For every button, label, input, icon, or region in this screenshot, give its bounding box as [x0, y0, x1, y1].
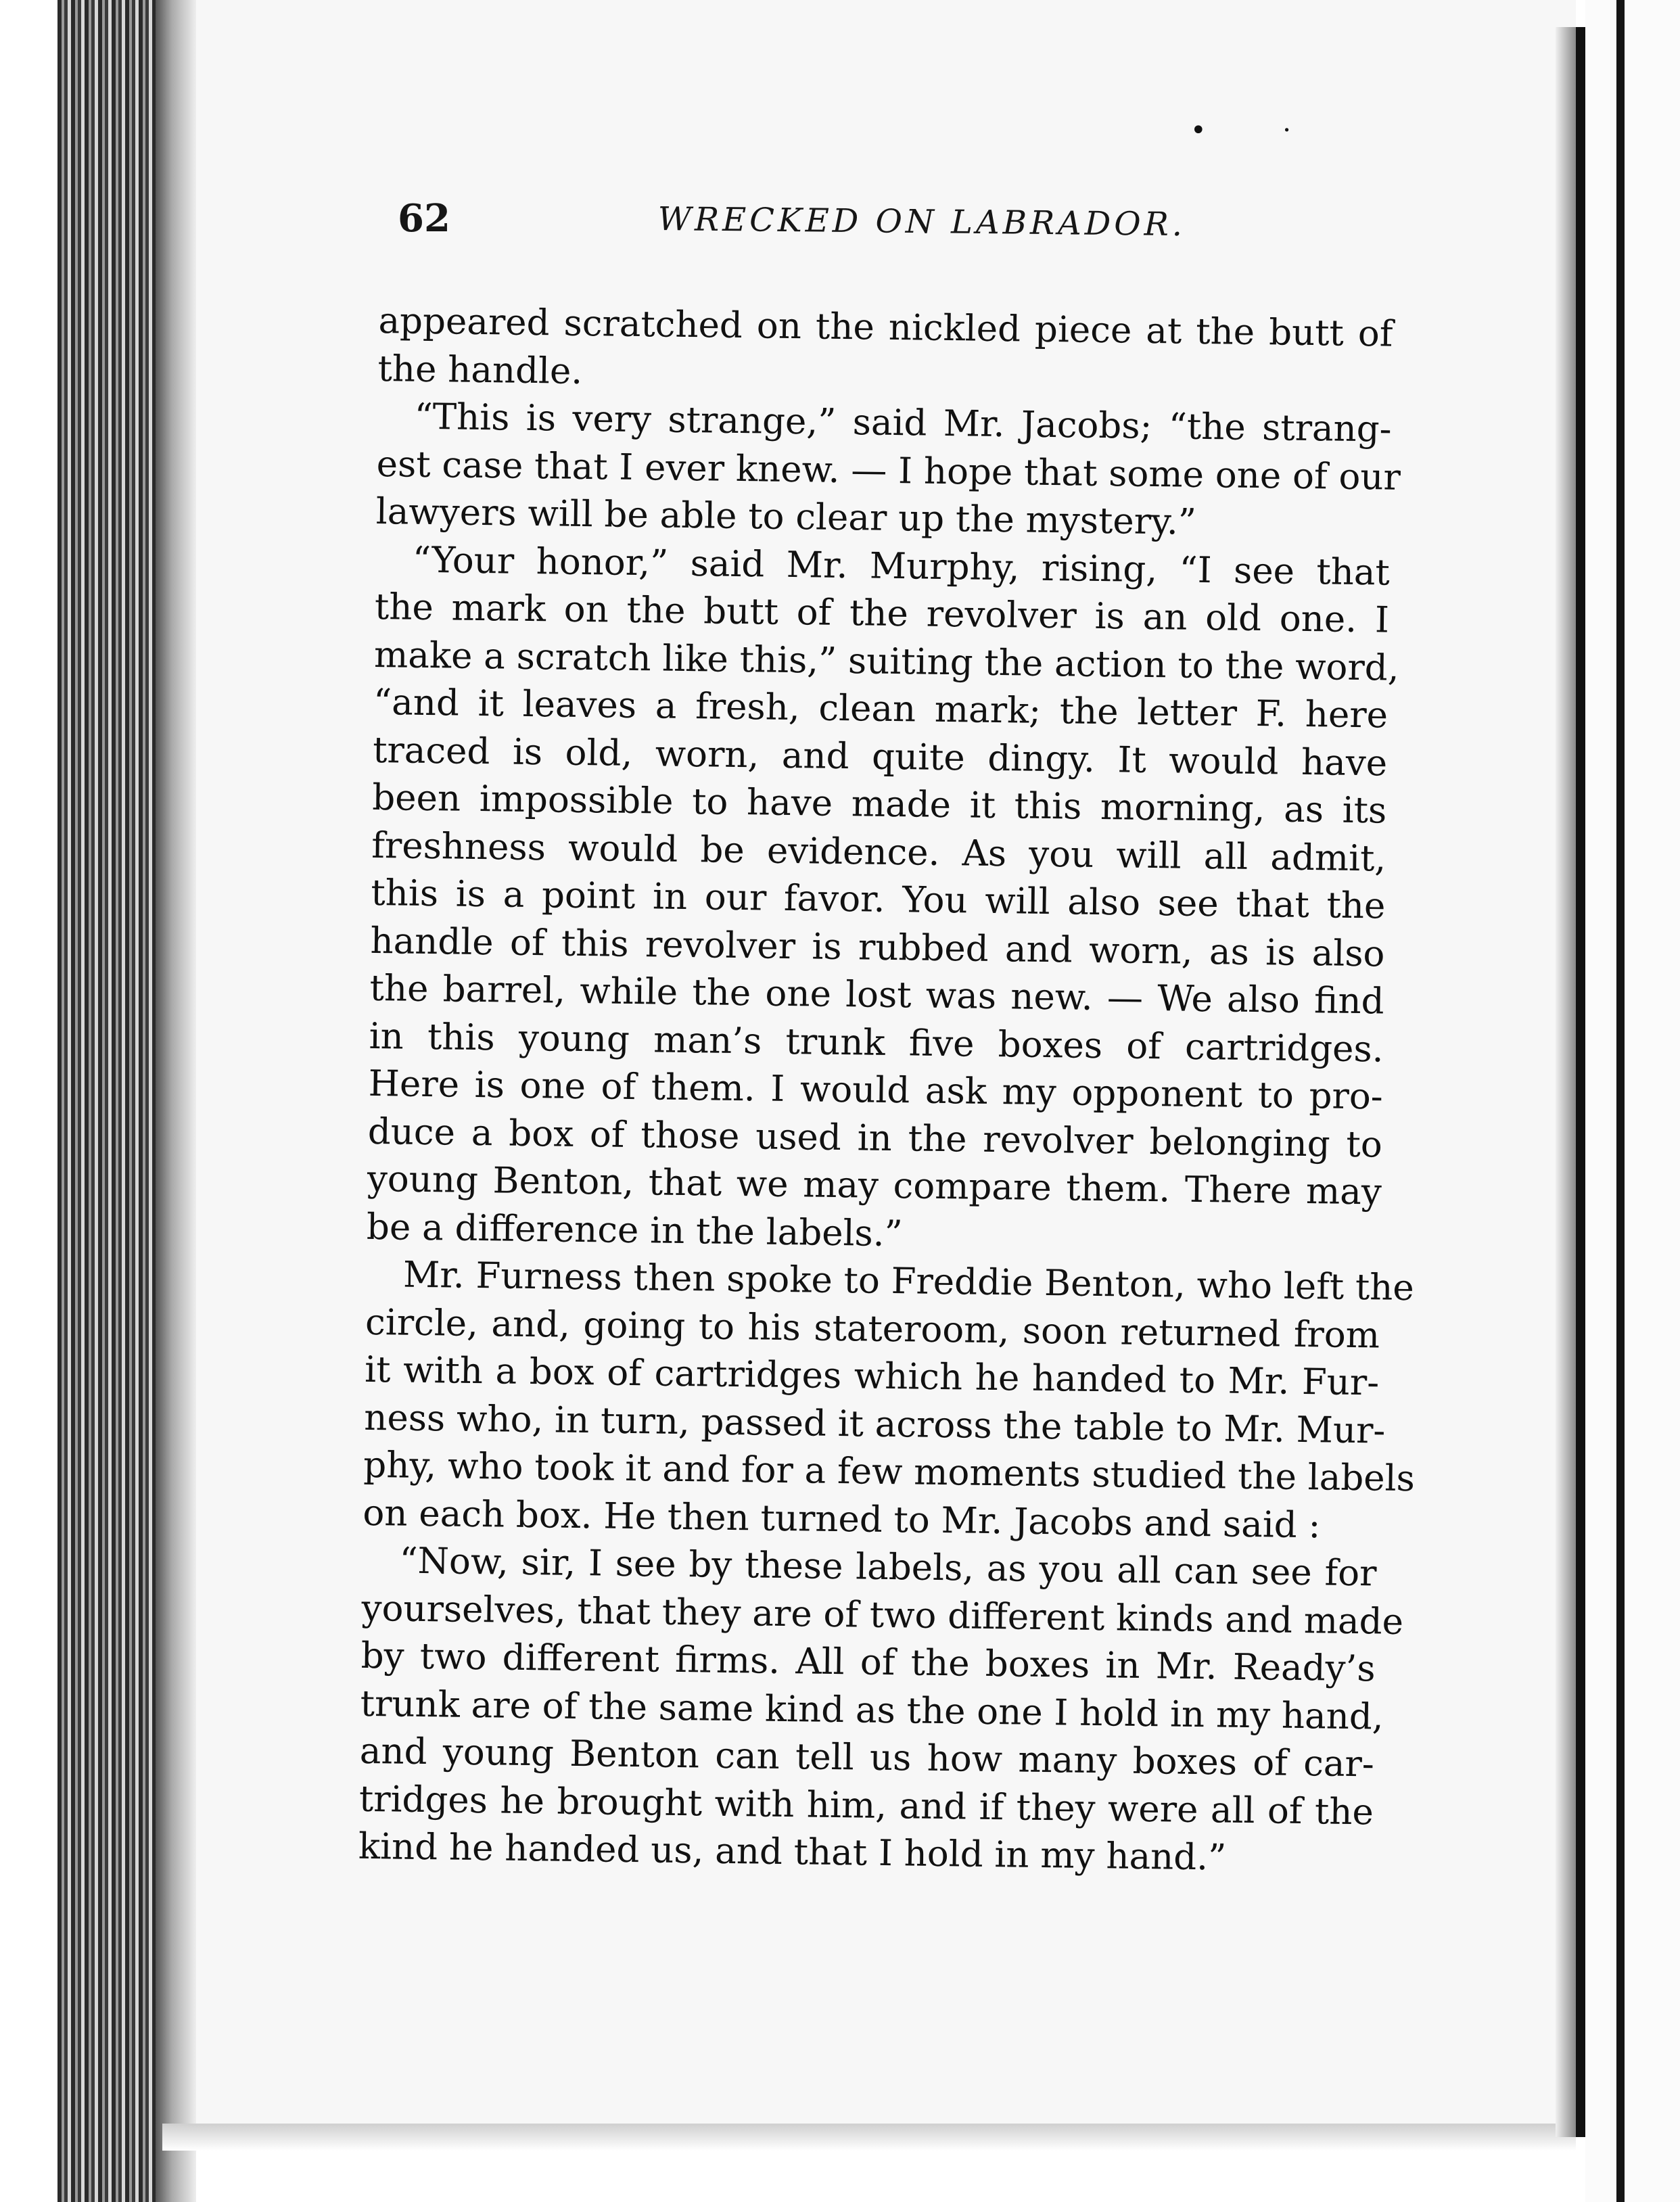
- page-gutter: [1556, 27, 1576, 2137]
- text-line: handle of this revolver is rubbed and worn, as is also: [370, 920, 1385, 975]
- text-line: yourselves, that they are of two different kinds and made: [361, 1587, 1404, 1643]
- text-line: ness who, in turn, passed it across the table to Mr. Mur-: [363, 1397, 1386, 1452]
- text-line: and young Benton can tell us how many boxes of car-: [359, 1730, 1375, 1785]
- text-line: appeared scratched on the nickled piece at the butt of: [378, 300, 1393, 355]
- text-line: “Your honor,” said Mr. Murphy, rising, “I see that: [412, 539, 1391, 594]
- scan-specks: • ·: [1190, 115, 1326, 146]
- text-line: est case that I ever knew. — I hope that some one of our: [376, 443, 1401, 498]
- text-line: the handle.: [377, 348, 583, 392]
- text-line: Here is one of them. I would ask my opponent to pro-: [368, 1062, 1384, 1118]
- text-line: be a difference in the labels.”: [366, 1206, 904, 1255]
- text-line: the mark on the butt of the revolver is an old one. I: [374, 586, 1390, 641]
- text-line: circle, and, going to his stateroom, soon returned from: [365, 1301, 1380, 1357]
- text-line: lawyers will be able to clear up the mystery.”: [375, 490, 1197, 543]
- text-line: been impossible to have made it this morning, as its: [371, 776, 1387, 832]
- text-line: “This is very strange,” said Mr. Jacobs; “the strang-: [414, 396, 1392, 450]
- text-line: on each box. He then turned to Mr. Jacobs and said :: [363, 1492, 1321, 1546]
- text-line: make a scratch like this,” suiting the action to the word,: [373, 634, 1399, 689]
- next-page-line: [1616, 0, 1625, 2202]
- text-line: duce a box of those used in the revolver belonging to: [367, 1110, 1383, 1166]
- text-line: “Now, sir, I see by these labels, as you all can see for: [399, 1540, 1377, 1595]
- body-text: [358, 298, 1416, 1884]
- page-bottom-shadow: [162, 2124, 1576, 2151]
- text-line: Mr. Furness then spoke to Freddie Benton, who left the: [402, 1254, 1415, 1309]
- text-line: it with a box of cartridges which he handed to Mr. Fur-: [364, 1349, 1380, 1404]
- text-line: “and it leaves a fresh, clean mark; the letter F. here: [373, 681, 1389, 736]
- text-line: young Benton, that we may compare them. There may: [367, 1158, 1382, 1213]
- binding-shadow: [156, 0, 196, 2202]
- text-line: trunk are of the same kind as the one I hold in my hand,: [360, 1683, 1384, 1738]
- text-line: kind he handed us, and that I hold in my hand.”: [358, 1825, 1227, 1879]
- gutter-line: [1576, 27, 1585, 2137]
- page-number: 62: [398, 196, 450, 241]
- text-line: freshness would be evidence. As you will all admit,: [371, 824, 1386, 880]
- next-page-edge: [1585, 0, 1680, 2202]
- text-line: the barrel, while the one lost was new. — We also find: [369, 967, 1384, 1023]
- running-head: [398, 196, 1412, 257]
- text-line: traced is old, worn, and quite dingy. It would have: [372, 729, 1388, 784]
- text-line: in this young man’s trunk five boxes of cartridges.: [369, 1015, 1384, 1071]
- text-line: this is a point in our favor. You will also see that the: [371, 872, 1386, 927]
- text-line: by two different firms. All of the boxes in Mr. Ready’s: [360, 1635, 1376, 1690]
- running-title: WRECKED ON LABRADOR.: [657, 200, 1186, 244]
- text-line: tridges he brought with him, and if they were all of the: [358, 1778, 1374, 1833]
- text-line: phy, who took it and for a few moments studied the labels: [363, 1444, 1416, 1500]
